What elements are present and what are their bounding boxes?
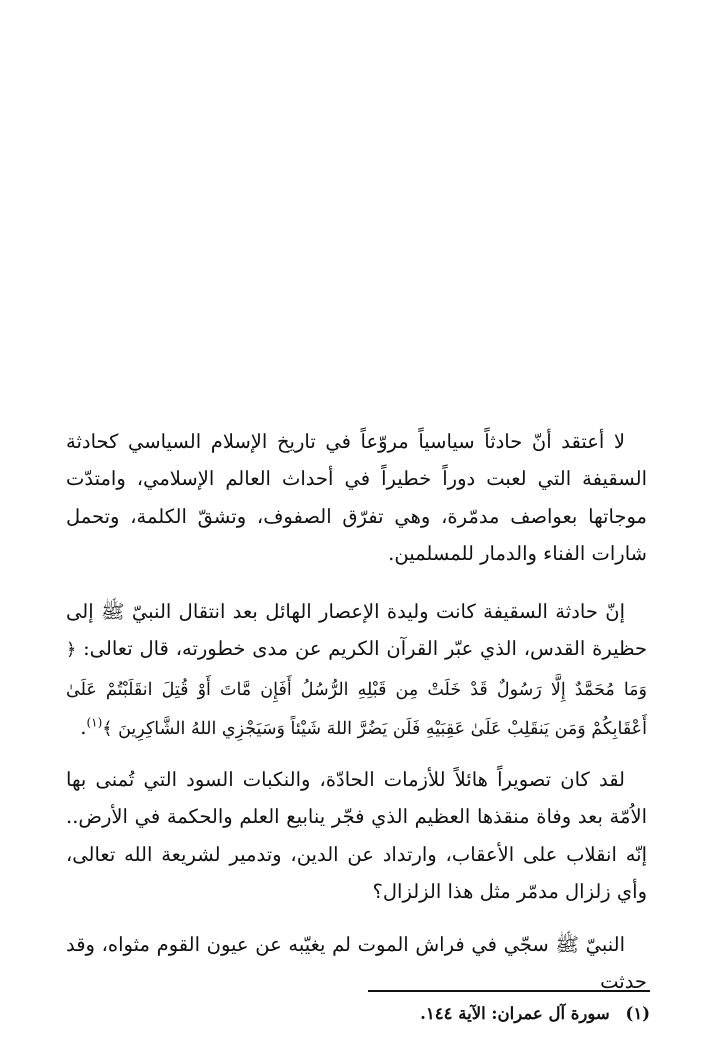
paragraph-text: النبيّ ﷺ سجّي في فراش الموت لم يغيّبه عن عيون القوم مثواه، وقد حدثت	[66, 933, 647, 994]
footnote-reference: (١)	[86, 715, 103, 730]
quran-verse: ﴿ وَمَا مُحَمَّدٌ إِلَّا رَسُولٌ قَدْ خَلَتْ مِن قَبْلِهِ الرُّسُلُ أَفَإِن مَّاتَ أَوْ قُتِلَ انقَلَبْتُمْ عَلَىٰ أَعْقَابِكُمْ وَمَن يَنقَلِبْ عَلَىٰ عَقِبَيْهِ فَلَن يَضُرَّ اللهَ شَيْئاً وَسَيَجْزِي اللهُ الشَّاكِرِينَ ﴾	[66, 640, 647, 739]
paragraph-crisis-description	[66, 761, 647, 910]
footnote-text: سورة آل عمران: الآية ١٤٤.	[420, 1004, 610, 1023]
paragraph-text	[66, 593, 647, 748]
paragraph-quran-citation	[66, 593, 647, 748]
footnote-separator	[368, 990, 650, 992]
paragraph-intro-text: إنّ حادثة السقيفة كانت وليدة الإعصار الهائل بعد انتقال النبيّ ﷺ إلى حظيرة القدس، الذي عبّر القرآن الكريم عن مدى خطورته، قال تعالى:	[66, 600, 647, 661]
paragraph-saqifa-intro	[66, 423, 647, 572]
footnote-number: (١)	[625, 1004, 650, 1023]
footnote	[300, 1002, 650, 1026]
paragraph-text: لقد كان تصويراً هائلاً للأزمات الحادّة، والنكبات السود التي تُمنى بها الاُمّة بعد وفاة منقذها العظيم الذي فجّر ينابيع العلم والحكمة في الأرض.. إنّه انقلاب على الأعقاب، وارتداد عن الدين، وتدمير لشريعة الله تعالى، وأي زلزال مدمّر مثل هذا الزلزال؟	[66, 768, 647, 903]
paragraph-end-mark: .	[80, 715, 87, 739]
paragraph-text: لا أعتقد أنّ حادثاً سياسياً مروّعاً في تاريخ الإسلام السياسي كحادثة السقيفة التي لعبت دوراً خطيراً في أحداث العالم الإسلامي، وامتدّت موجاتها بعواصف مدمّرة، وهي تفرّق الصفوف، وتشقّ الكلمة، وتحمل شارات الفناء والدمار للمسلمين.	[66, 430, 647, 565]
